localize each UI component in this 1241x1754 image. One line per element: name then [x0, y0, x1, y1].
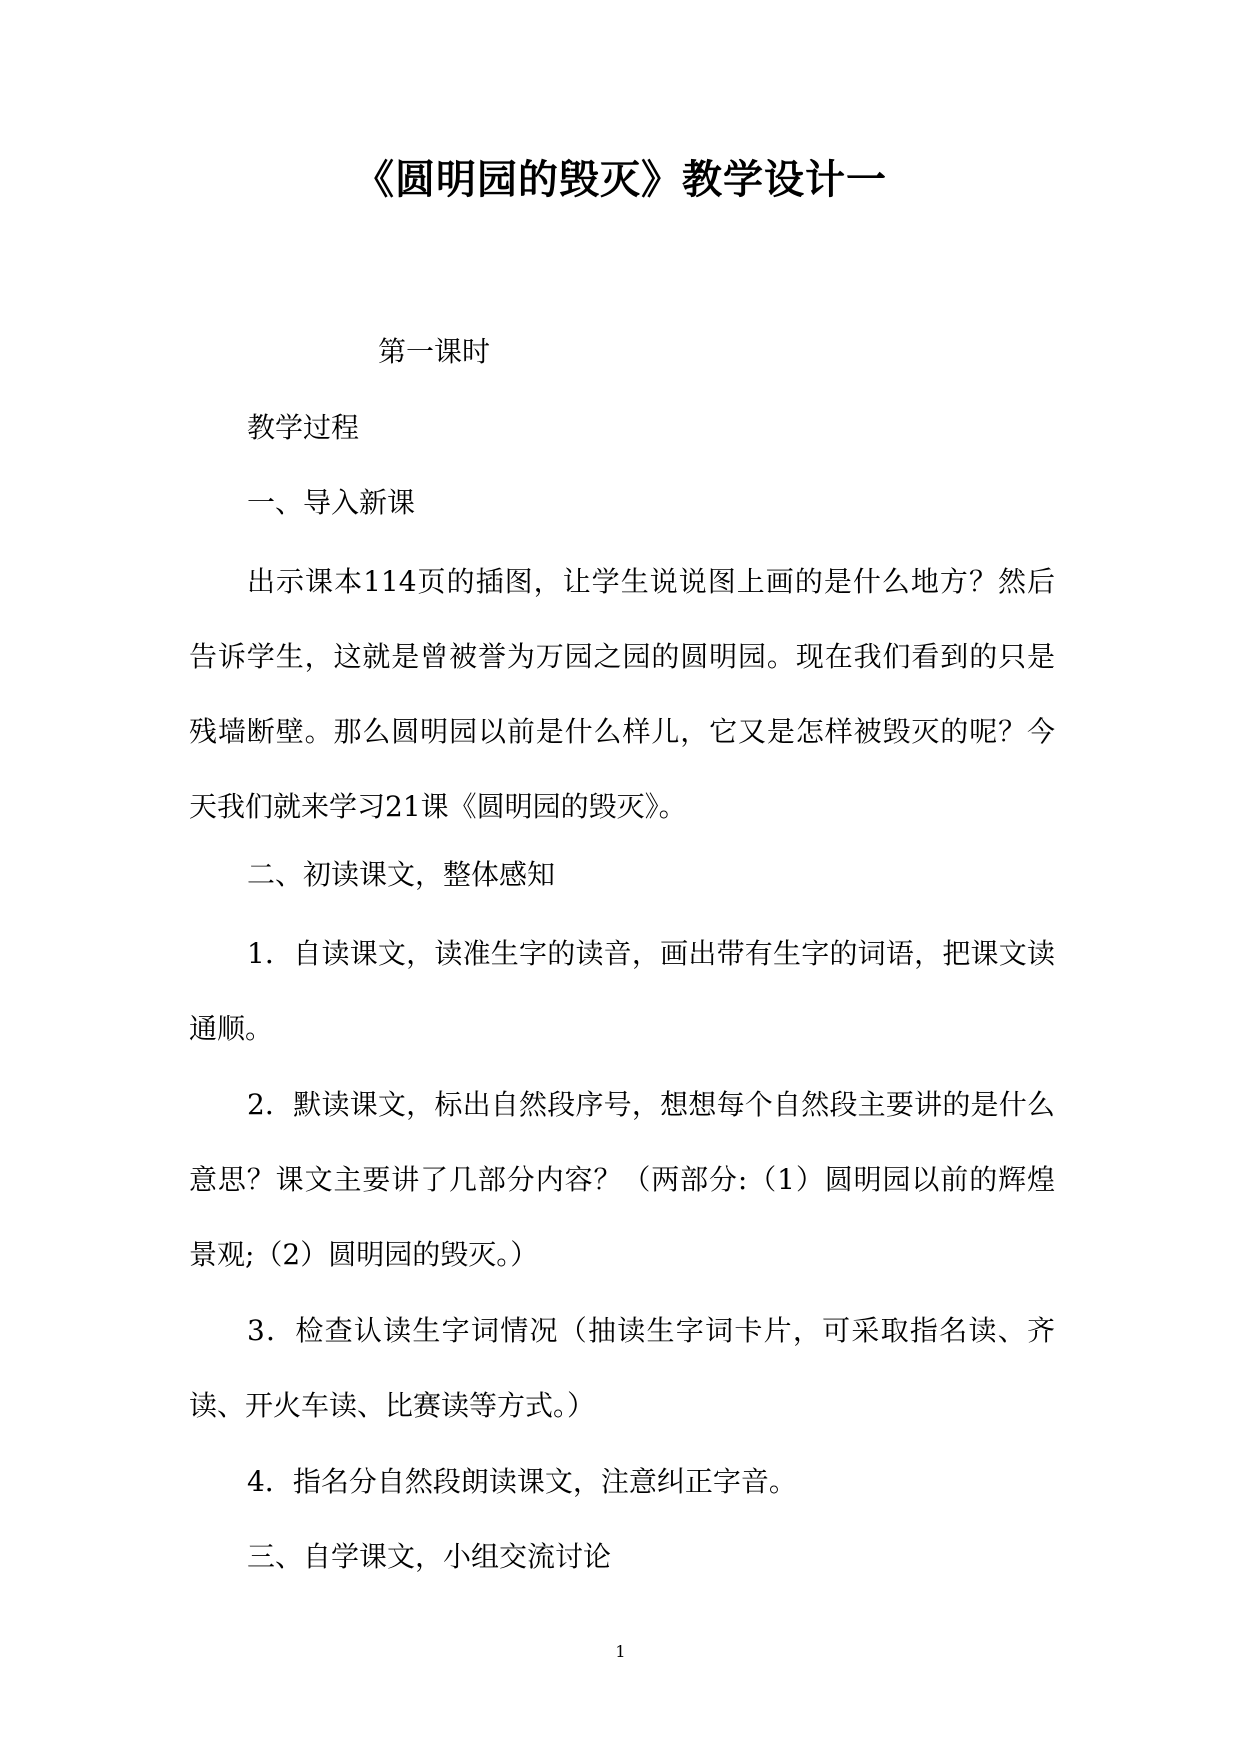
- part1-paragraph: 出示课本114页的插图，让学生说说图上画的是什么地方？然后告诉学生，这就是曾被誉为万园之园的圆明园。现在我们看到的只是残墙断壁。那么圆明园以前是什么样儿，它又是怎样被毁灭的呢？今天我们就来学习21课《圆明园的毁灭》。: [189, 565, 1055, 823]
- step-4-paragraph: 4．指名分自然段朗读课文，注意纠正字音。: [247, 1465, 797, 1498]
- step-2-paragraph: 2．默读课文，标出自然段序号，想想每个自然段主要讲的是什么意思？课文主要讲了几部分内容？（两部分:（1）圆明园以前的辉煌景观;（2）圆明园的毁灭。）: [189, 1088, 1055, 1271]
- part2-heading: 二、初读课文，整体感知: [247, 858, 556, 891]
- part3-heading: 三、自学课文，小组交流讨论: [247, 1540, 612, 1573]
- step-3-paragraph: 3．检查认读生字词情况（抽读生字词卡片，可采取指名读、齐读、开火车读、比赛读等方式。）: [189, 1314, 1055, 1422]
- document-title: 《圆明园的毁灭》教学设计一: [354, 157, 887, 203]
- lesson-period: 第一课时: [378, 335, 491, 368]
- part1-heading: 一、导入新课: [247, 486, 416, 519]
- step-1-paragraph: 1．自读课文，读准生字的读音，画出带有生字的词语，把课文读通顺。: [189, 937, 1055, 1045]
- page-number: 1: [615, 1642, 626, 1661]
- section-heading: 教学过程: [247, 411, 360, 444]
